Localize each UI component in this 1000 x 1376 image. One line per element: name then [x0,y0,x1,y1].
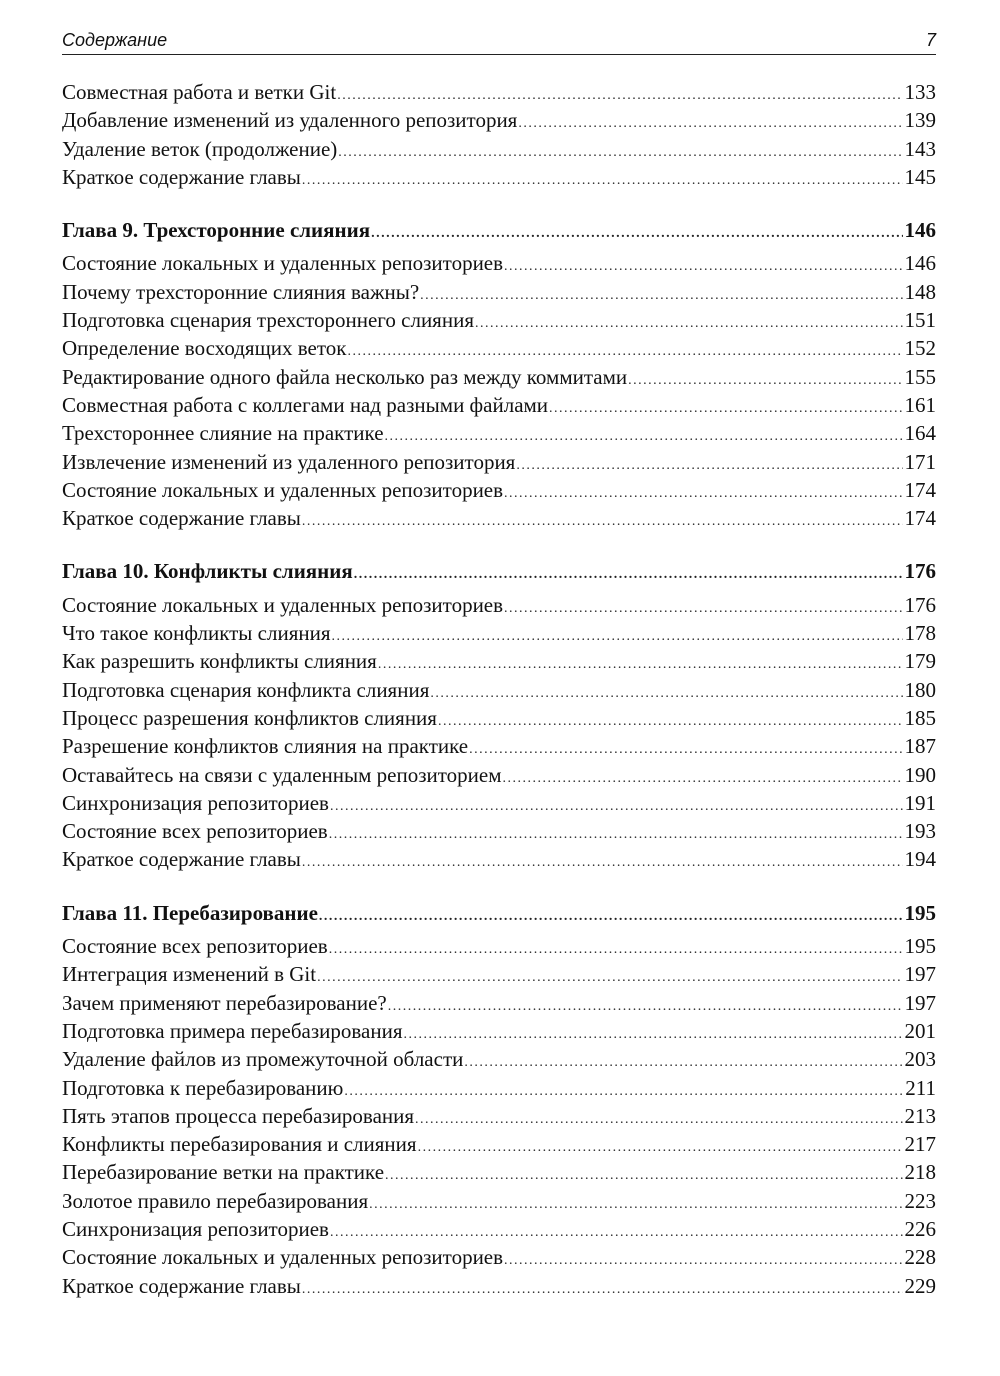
toc-entry-title: Подготовка к перебазированию [62,1075,344,1100]
toc-entry-page: 145 [904,164,936,189]
toc-entry-title: Что такое конфликты слияния [62,621,331,646]
toc-entry[interactable] [62,306,936,334]
dot-leader [371,220,902,248]
toc-entry[interactable] [62,135,936,163]
toc-entry-page: 185 [904,705,936,730]
dot-leader [317,964,902,992]
dot-leader [415,1106,902,1134]
toc-entry-page: 148 [904,279,936,304]
toc-entry-page: 201 [904,1018,936,1043]
toc-entry[interactable] [62,78,936,106]
toc-entry[interactable] [62,619,936,647]
toc-entry-page: 164 [904,421,936,446]
dot-leader [516,452,902,480]
toc-entry-title: Совместная работа с коллегами над разными файлами [62,392,549,417]
toc-entry-title: Состояние локальных и удаленных репозиториев [62,251,504,276]
toc-entry-title: Извлечение изменений из удаленного репозитория [62,449,516,474]
toc-entry[interactable] [62,106,936,134]
dot-leader [418,1134,903,1162]
dot-leader [302,508,903,536]
toc-entry-page: 226 [904,1216,936,1241]
toc-entry-page: 180 [904,677,936,702]
toc-entry-page: 197 [904,962,936,987]
toc-entry-page: 151 [904,308,936,333]
toc-entry[interactable] [62,163,936,191]
toc-entry-page: 191 [904,790,936,815]
toc-entry-title: Пять этапов процесса перебазирования [62,1103,415,1128]
toc-chapter-heading[interactable] [62,899,936,927]
dot-leader [430,680,902,708]
toc-entry[interactable] [62,1102,936,1130]
toc-entry-title: Добавление изменений из удаленного репозитория [62,108,518,133]
toc-entry-page: 179 [904,649,936,674]
toc-entry[interactable] [62,1243,936,1271]
toc-chapter-title: Глава 10. Конфликты слияния [62,559,353,584]
toc-entry-page: 223 [904,1188,936,1213]
toc-entry[interactable] [62,817,936,845]
toc-entry-title: Синхронизация репозиториев [62,1216,329,1241]
dot-leader [302,1276,903,1304]
toc-entry-title: Зачем применяют перебазирование? [62,990,387,1015]
dot-leader [388,993,903,1021]
toc-entry[interactable] [62,1074,936,1102]
toc-entry[interactable] [62,1130,936,1158]
toc-entry-title: Состояние всех репозиториев [62,819,328,844]
toc-entry-title: Состояние локальных и удаленных репозиториев [62,592,504,617]
toc-entry-title: Подготовка примера перебазирования [62,1018,403,1043]
toc-entry[interactable] [62,419,936,447]
dot-leader [302,167,903,195]
dot-leader [302,849,903,877]
toc-entry-page: 217 [904,1132,936,1157]
toc-entry[interactable] [62,1158,936,1186]
dot-leader [338,139,902,167]
toc-entry-title: Краткое содержание главы [62,1273,301,1298]
dot-leader [503,765,903,793]
toc-chapter-page: 195 [904,900,936,925]
dot-leader [319,903,903,931]
toc-entry[interactable] [62,504,936,532]
dot-leader [378,651,903,679]
dot-leader [329,936,903,964]
toc-entry[interactable] [62,1187,936,1215]
dot-leader [475,310,903,338]
dot-leader [504,253,902,281]
dot-leader [464,1049,902,1077]
toc-entry[interactable] [62,334,936,362]
toc-entry-title: Состояние всех репозиториев [62,934,328,959]
toc-entry[interactable] [62,732,936,760]
toc-entry[interactable] [62,960,936,988]
running-header [62,28,936,55]
dot-leader [332,623,903,651]
toc-entry[interactable] [62,591,936,619]
toc-entry[interactable] [62,845,936,873]
toc-entry-title: Состояние локальных и удаленных репозиториев [62,477,504,502]
toc-entry-page: 171 [904,449,936,474]
dot-leader [369,1191,902,1219]
toc-entry-title: Удаление файлов из промежуточной области [62,1047,464,1072]
toc-chapter-heading[interactable] [62,557,936,585]
toc-entry-title: Разрешение конфликтов слияния на практике [62,734,469,759]
toc-entry-page: 176 [904,592,936,617]
dot-leader [329,821,903,849]
toc-entry-page: 152 [904,336,936,361]
toc-entry-title: Перебазирование ветки на практике [62,1160,385,1185]
toc-entry[interactable] [62,1017,936,1045]
toc-entry-title: Определение восходящих веток [62,336,347,361]
toc-entry[interactable] [62,1272,936,1300]
toc-entry[interactable] [62,789,936,817]
dot-leader [354,561,903,589]
toc-entry-title: Процесс разрешения конфликтов слияния [62,705,437,730]
toc-entry-title: Краткое содержание главы [62,164,301,189]
toc-entry-title: Краткое содержание главы [62,847,301,872]
toc-entry-page: 211 [905,1075,936,1100]
toc-entry[interactable] [62,448,936,476]
toc-entry[interactable] [62,989,936,1017]
toc-entry-page: 139 [904,108,936,133]
toc-entry-title: Оставайтесь на связи с удаленным репозиторием [62,762,502,787]
header-page-number: 7 [925,30,936,50]
toc-entry-title: Подготовка сценария конфликта слияния [62,677,430,702]
toc-entry[interactable] [62,704,936,732]
toc-entry-title: Совместная работа и ветки Git [62,80,337,104]
toc-entry-page: 190 [904,762,936,787]
toc-entry-page: 187 [904,734,936,759]
toc-entry[interactable] [62,1215,936,1243]
toc-entry-title: Почему трехсторонние слияния важны? [62,279,420,304]
toc-entry-title: Подготовка сценария трехстороннего слияния [62,308,474,333]
toc-entry-title: Удаление веток (продолжение) [62,136,338,161]
dot-leader [385,1162,902,1190]
toc-entry[interactable] [62,761,936,789]
toc-entry[interactable] [62,391,936,419]
dot-leader [518,110,902,138]
toc-entry-page: 228 [904,1245,936,1270]
toc-entry[interactable] [62,1045,936,1073]
toc-entry[interactable] [62,249,936,277]
toc-entry-page: 146 [904,251,936,276]
toc-entry-page: 203 [904,1047,936,1072]
dot-leader [404,1021,903,1049]
toc-entry-title: Как разрешить конфликты слияния [62,649,377,674]
toc-entry-page: 155 [904,364,936,389]
toc-entry-page: 229 [904,1273,936,1298]
toc-entry-title: Состояние локальных и удаленных репозиториев [62,1245,504,1270]
toc-entry-page: 174 [904,477,936,502]
table-of-contents [62,78,936,1300]
dot-leader [330,793,903,821]
toc-entry-title: Золотое правило перебазирования [62,1188,369,1213]
dot-leader [504,595,902,623]
dot-leader [344,1078,903,1106]
toc-entry[interactable] [62,647,936,675]
toc-entry[interactable] [62,676,936,704]
toc-entry-page: 213 [904,1103,936,1128]
toc-chapter-title: Глава 11. Перебазирование [62,900,318,925]
toc-entry-title: Синхронизация репозиториев [62,790,329,815]
toc-entry-page: 193 [904,819,936,844]
toc-entry-page: 218 [904,1160,936,1185]
toc-entry-page: 133 [904,80,936,104]
toc-entry[interactable] [62,363,936,391]
dot-leader [504,1247,902,1275]
toc-entry-page: 161 [904,392,936,417]
toc-entry-title: Интеграция изменений в Git [62,962,317,987]
toc-entry-title: Конфликты перебазирования и слияния [62,1132,417,1157]
header-title: Содержание [62,30,168,50]
dot-leader [420,282,902,310]
toc-chapter-page: 176 [904,559,936,584]
toc-entry-page: 197 [904,990,936,1015]
toc-entry[interactable] [62,932,936,960]
dot-leader [504,480,902,508]
toc-entry[interactable] [62,476,936,504]
toc-entry-title: Редактирование одного файла несколько раз между коммитами [62,364,628,389]
toc-entry-page: 194 [904,847,936,872]
toc-entry-page: 174 [904,506,936,531]
toc-entry-page: 195 [904,934,936,959]
toc-entry-title: Краткое содержание главы [62,506,301,531]
toc-chapter-page: 146 [904,218,936,243]
toc-chapter-heading[interactable] [62,216,936,244]
toc-chapter-title: Глава 9. Трехсторонние слияния [62,218,371,243]
dot-leader [628,367,902,395]
dot-leader [549,395,902,423]
document-page [62,0,936,1376]
dot-leader [438,708,903,736]
toc-entry-page: 143 [904,136,936,161]
toc-entry[interactable] [62,278,936,306]
toc-entry-page: 178 [904,621,936,646]
dot-leader [469,736,902,764]
toc-entry-title: Трехстороннее слияние на практике [62,421,384,446]
